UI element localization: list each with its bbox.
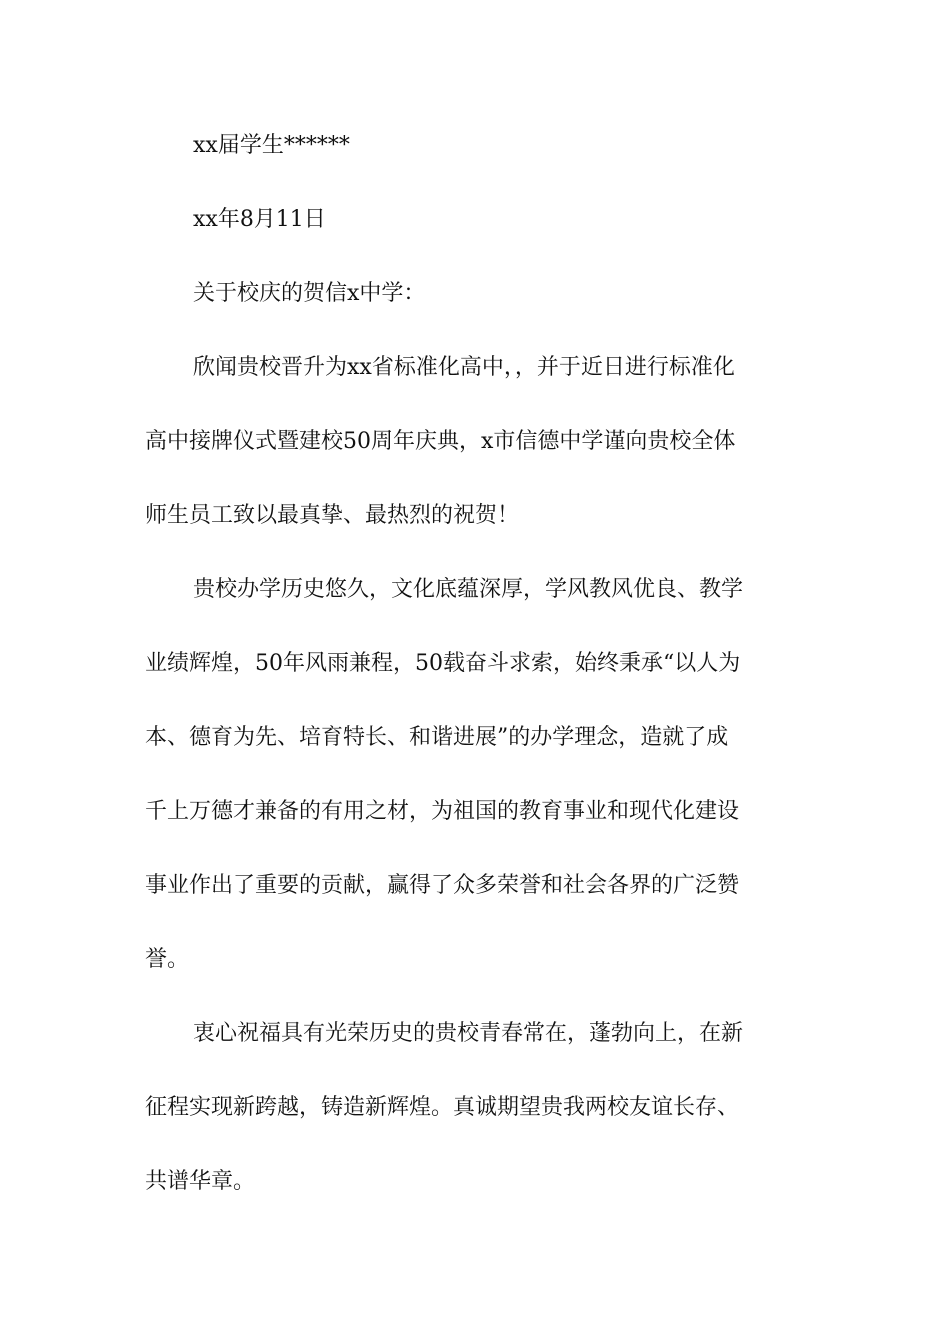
paragraph-history <box>145 572 807 978</box>
paragraph-line: 欣闻贵校晋升为xx省标准化高中，，并于近日进行标准化 <box>193 355 735 380</box>
paragraph-line: 共谱华章。 <box>145 1169 256 1194</box>
paragraph-line: 千上万德才兼备的有用之材，为祖国的教育事业和现代化建设 <box>145 799 740 824</box>
paragraph-line: 业绩辉煌，50年风雨兼程，50载奋斗求索，始终秉承“以人为 <box>145 651 741 676</box>
paragraph-line: 衷心祝福具有光荣历史的贵校青春常在，蓬勃向上，在新 <box>193 1021 744 1046</box>
paragraph-line: 誉。 <box>145 947 190 972</box>
paragraph-line: 师生员工致以最真挚、最热烈的祝贺！ <box>145 503 520 528</box>
letter-title: 关于校庆的贺信x中学： <box>193 281 426 306</box>
paragraph-line: 本、德育为先、培育特长、和谐进展”的办学理念，造就了成 <box>145 725 729 750</box>
letter-body <box>145 128 807 1200</box>
signature-line: xx届学生****** <box>193 133 350 158</box>
paragraph-line: 贵校办学历史悠久，文化底蕴深厚，学风教风优良、教学 <box>193 577 744 602</box>
paragraph-line: 高中接牌仪式暨建校50周年庆典，x市信德中学谨向贵校全体 <box>145 429 736 454</box>
date-line: xx年8月11日 <box>193 207 326 232</box>
paragraph-wishes <box>145 1016 807 1200</box>
paragraph-line: 事业作出了重要的贡献，赢得了众多荣誉和社会各界的广泛赞 <box>145 873 740 898</box>
paragraph-announcement <box>145 350 807 534</box>
paragraph-line: 征程实现新跨越，铸造新辉煌。真诚期望贵我两校友谊长存、 <box>145 1095 740 1120</box>
